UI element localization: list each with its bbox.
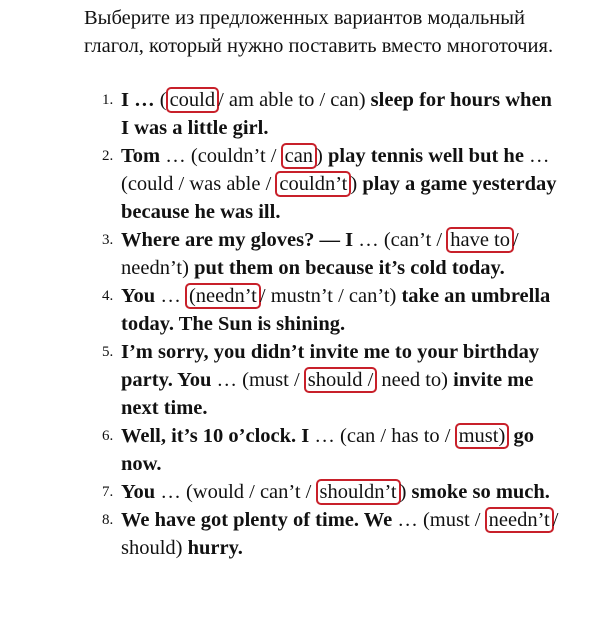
options-text: … (couldn’t / (160, 145, 282, 167)
options-text: / should) (121, 509, 559, 559)
circled-answer: should / (304, 367, 378, 393)
circled-answer: must) (455, 423, 510, 449)
exercise-item-1 (0, 86, 593, 142)
circled-answer: can (281, 143, 317, 169)
sentence-text: go now. (121, 425, 534, 475)
options-text: … (can / has to / (309, 425, 456, 447)
sentence-text: invite me next time. (121, 369, 534, 419)
sentence-text: play tennis well but he (328, 145, 524, 167)
options-text: / am able to / can) (218, 89, 371, 111)
item-number: 7. (102, 484, 114, 500)
sentence-text: smoke so much. (411, 481, 550, 503)
item-number: 1. (102, 92, 114, 108)
exercise-item-8 (0, 506, 593, 562)
sentence-text: sleep for hours when I was a little girl. (121, 89, 552, 139)
exercise-item-4 (0, 282, 593, 338)
item-number: 4. (102, 288, 114, 304)
sentence-text: Tom (121, 145, 161, 167)
sentence-text: put them on because it’s cold today. (194, 257, 505, 279)
sentence-text: You (121, 481, 156, 503)
sentence-text: I’m sorry, you didn’t invite me to your birthday party. You (121, 341, 540, 391)
options-text: / mustn’t / can’t) (259, 285, 402, 307)
circled-answer: (needn’t (185, 283, 261, 309)
circled-answer: have to (446, 227, 514, 253)
circled-answer: needn’t (485, 507, 554, 533)
sentence-text: hurry. (187, 537, 243, 559)
circled-answer: shouldn’t (316, 479, 401, 505)
item-number: 2. (102, 148, 114, 164)
exercise-item-7 (0, 478, 593, 506)
options-text: ) (350, 173, 363, 195)
options-text: … (must / (211, 369, 305, 391)
exercise-item-2 (0, 142, 593, 226)
sentence-text: We have got plenty of time. We (121, 509, 393, 531)
item-number: 3. (102, 232, 114, 248)
sentence-text: play a game yesterday because he was ill. (121, 173, 557, 223)
item-number: 6. (102, 428, 114, 444)
sentence-text: Where are my gloves? — I (121, 229, 354, 251)
circled-answer: couldn’t (275, 171, 351, 197)
item-number: 8. (102, 512, 114, 528)
options-text: ) (399, 481, 412, 503)
options-text: … (must / (392, 509, 486, 531)
exercise-list (0, 86, 593, 562)
options-text: / needn’t) (121, 229, 519, 279)
sentence-text: Well, it’s 10 o’clock. I (121, 425, 310, 447)
options-text: need to) (376, 369, 454, 391)
options-text: ( (154, 89, 167, 111)
options-text: … (could / was able / (121, 145, 550, 195)
sentence-text: I … (121, 89, 155, 111)
item-number: 5. (102, 344, 114, 360)
options-text: ) (316, 145, 328, 167)
options-text: … (155, 285, 186, 307)
sentence-text: You (121, 285, 156, 307)
exercise-item-6 (0, 422, 593, 478)
instructions-text: Выберите из предложенных вариантов модальный глагол, который нужно поставить вместо многоточия. (84, 7, 554, 57)
circled-answer: could (166, 87, 220, 113)
exercise-item-5 (0, 338, 593, 422)
exercise-item-3 (0, 226, 593, 282)
sentence-text: take an umbrella today. The Sun is shining. (121, 285, 551, 335)
options-text: … (would / can’t / (155, 481, 317, 503)
options-text: … (can’t / (353, 229, 448, 251)
